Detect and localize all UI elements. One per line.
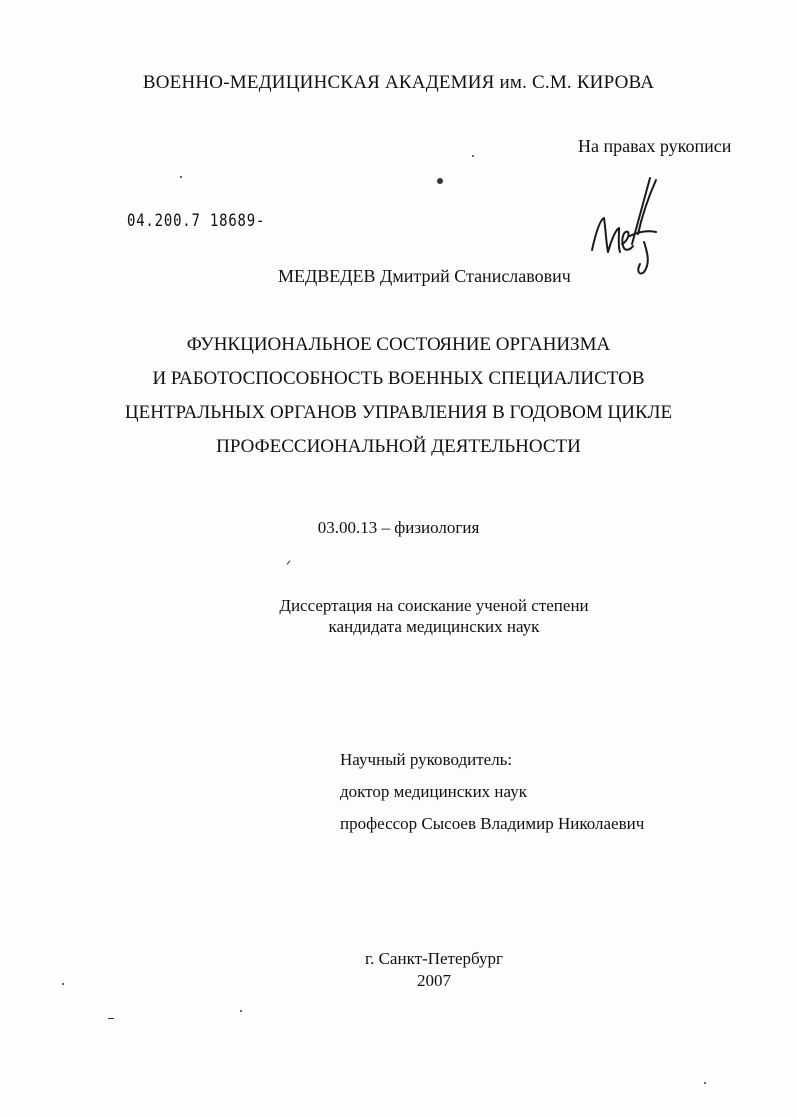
title-line: ФУНКЦИОНАЛЬНОЕ СОСТОЯНИЕ ОРГАНИЗМА — [186, 334, 611, 355]
registration-stamp: 04.200.7 18689- — [127, 211, 266, 231]
dissertation-title — [0, 328, 797, 464]
degree-line-2: кандидата медицинских наук — [328, 617, 540, 636]
scan-speck — [180, 176, 182, 178]
rights-note: На правах рукописи — [578, 136, 732, 156]
supervisor-block — [340, 744, 644, 840]
title-line: ПРОФЕССИОНАЛЬНОЙ ДЕЯТЕЛЬНОСТИ — [216, 436, 581, 457]
supervisor-label: Научный руководитель: — [340, 750, 513, 769]
title-line: И РАБОТОСПОСОБНОСТЬ ВОЕННЫХ СПЕЦИАЛИСТОВ — [152, 368, 645, 389]
supervisor-degree: доктор медицинских наук — [340, 782, 527, 801]
scan-speck — [704, 1082, 706, 1084]
scan-speck — [108, 1018, 114, 1019]
city: г. Санкт-Петербург — [365, 949, 503, 968]
author-name: МЕДВЕДЕВ Дмитрий Станиславович — [278, 266, 571, 286]
scan-speck — [240, 1010, 242, 1012]
year: 2007 — [417, 971, 451, 990]
academy-name: ВОЕННО-МЕДИЦИНСКАЯ АКАДЕМИЯ им. С.М. КИРОВА — [142, 72, 655, 93]
degree-statement — [0, 595, 797, 637]
degree-line-1: Диссертация на соискание ученой степени — [279, 596, 589, 615]
handwritten-signature — [586, 172, 666, 282]
scan-speck — [437, 178, 443, 184]
scan-speck — [287, 560, 291, 564]
scan-speck — [62, 983, 64, 985]
place-and-year — [0, 948, 797, 992]
supervisor-name: профессор Сысоев Владимир Николаевич — [340, 814, 645, 833]
title-line: ЦЕНТРАЛЬНЫХ ОРГАНОВ УПРАВЛЕНИЯ В ГОДОВОМ ЦИКЛЕ — [124, 402, 673, 423]
specialty-code: 03.00.13 – физиология — [317, 518, 480, 537]
scan-speck — [472, 155, 474, 157]
